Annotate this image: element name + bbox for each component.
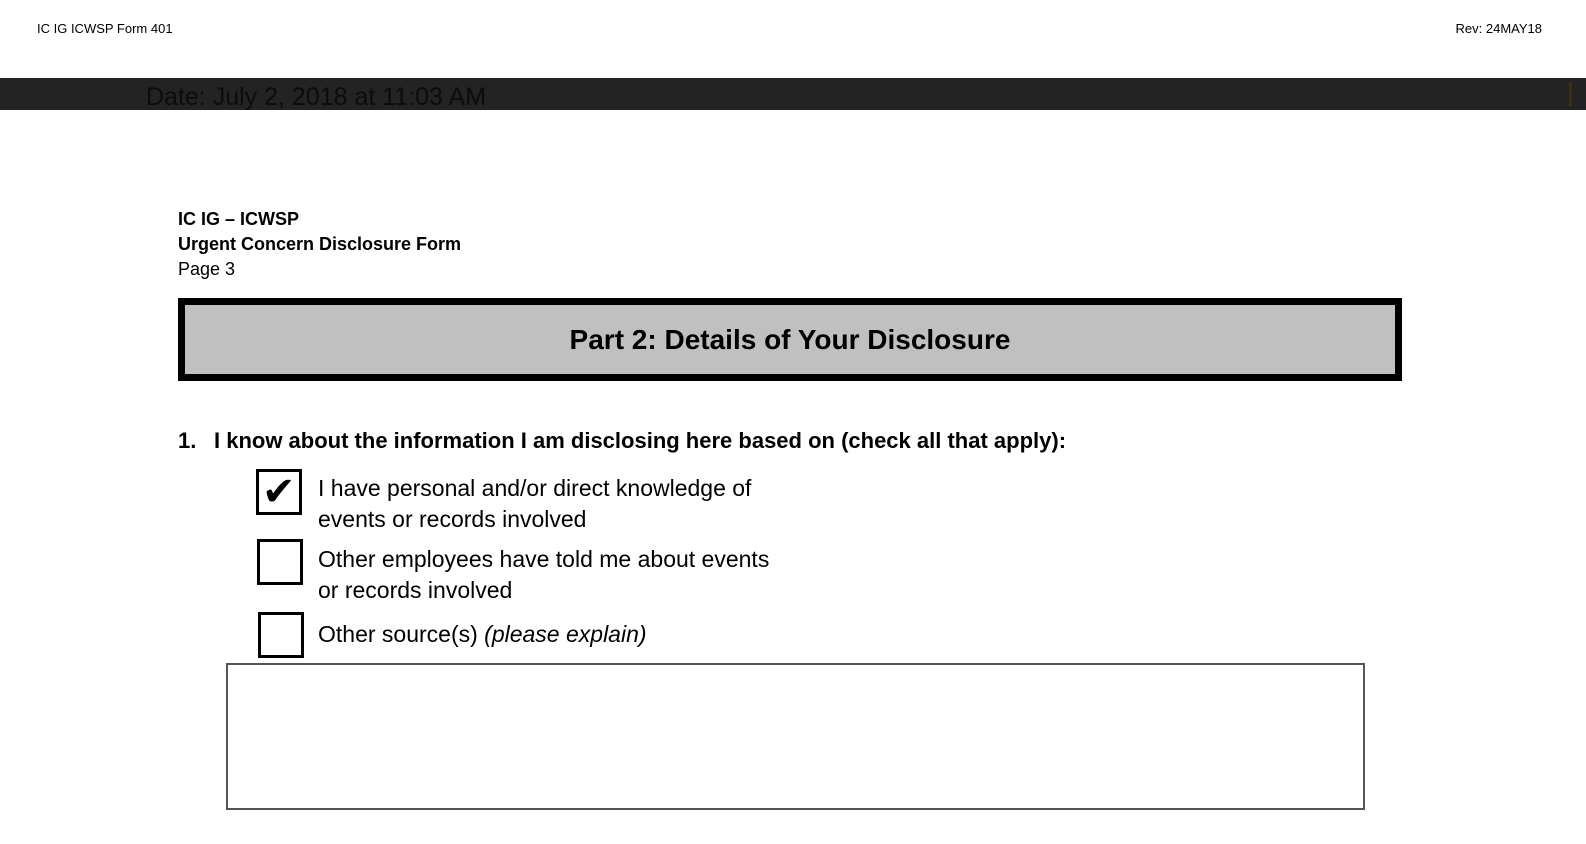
option-label: Other source(s) bbox=[318, 621, 478, 647]
question-1 bbox=[178, 428, 1066, 454]
checkmark-icon: ✔ bbox=[262, 469, 296, 515]
form-number: IC IG ICWSP Form 401 bbox=[37, 21, 173, 36]
other-sources-explanation-field[interactable] bbox=[226, 663, 1365, 810]
personal-knowledge-checkbox[interactable] bbox=[256, 469, 302, 515]
option-line: Other employees have told me about events bbox=[318, 546, 770, 572]
revision-label: Rev: 24MAY18 bbox=[1455, 21, 1542, 36]
date-stamp-bar bbox=[0, 78, 1586, 110]
date-stamp: Date: July 2, 2018 at 11:03 AM bbox=[146, 83, 487, 110]
other-employees-label bbox=[318, 544, 769, 606]
page-number: Page 3 bbox=[178, 259, 236, 279]
option-line: events or records involved bbox=[318, 506, 587, 532]
form-title: Urgent Concern Disclosure Form bbox=[178, 234, 462, 254]
form-identity bbox=[178, 207, 461, 282]
other-employees-checkbox[interactable] bbox=[257, 539, 303, 585]
option-line: or records involved bbox=[318, 577, 513, 603]
part-banner bbox=[178, 298, 1402, 381]
other-sources-label bbox=[318, 619, 647, 650]
question-number: 1. bbox=[178, 428, 197, 453]
option-line: I have personal and/or direct knowledge of bbox=[318, 475, 752, 501]
personal-knowledge-label bbox=[318, 473, 751, 535]
other-sources-checkbox[interactable] bbox=[258, 612, 304, 658]
scan-mark bbox=[1569, 82, 1572, 106]
question-text: I know about the information I am disclosing here based on (check all that apply): bbox=[214, 428, 1067, 453]
option-hint: (please explain) bbox=[484, 621, 647, 647]
part-title: Part 2: Details of Your Disclosure bbox=[569, 323, 1011, 355]
form-org: IC IG – ICWSP bbox=[178, 209, 300, 229]
